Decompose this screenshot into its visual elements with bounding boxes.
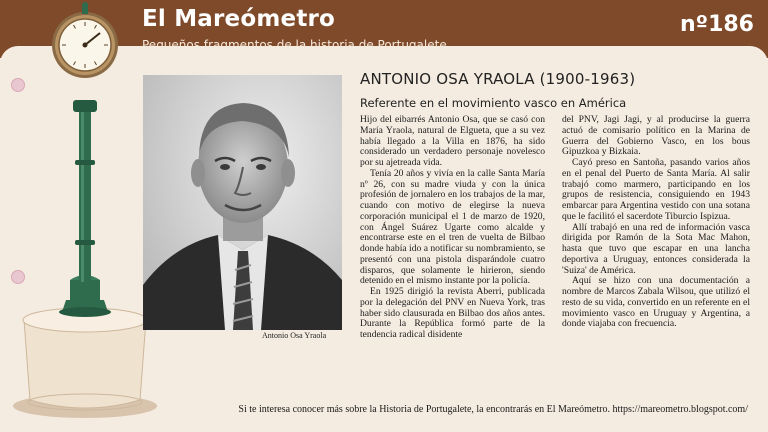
paragraph: Cayó preso en Santoña, pasando varios años en el penal del Puerto de Santa María. Al salir trabajó como marmero, participando en los grupos de resistencia, consiguiendo en 1943 embarcar para Argentina vestido con una sotana que le facilitó el sacerdote Tiburcio Ispizua.	[562, 157, 750, 222]
paragraph: Allí trabajó en una red de información vasca dirigida por Ramón de la Sota Mac Mahon, hasta que tuvo que escapar en una lancha deportiva a Uruguay, entonces considerada la 'Suiza' de América.	[562, 221, 750, 276]
paragraph: del PNV, Jagi Jagi, y al producirse la guerra actuó de comisario político en la Marina de Guerra del Gobierno Vasco, en los bous Gipuzkoa y Bizkaia.	[562, 114, 750, 158]
article-title: ANTONIO OSA YRAOLA (1900-1963)	[360, 70, 636, 88]
paragraph: Tenía 20 años y vivía en la calle Santa María nº 26, con su madre viuda y con la única profesión de jornalero en los trabajos de la mar, cuando con motivo de elegirse la nueva corporación municipal el 1 de marzo de 1920, con Ángel Suárez Ugarte como alcalde y encontrarse este en el tren de vuelta de Bilbao donde había ido a notificar su nombramiento, se presentó con una pistola disparándole cuatro disparos, que solamente le hirieron, siendo detenido en el mismo instante por la policía.	[360, 167, 545, 287]
brand-subtitle: Pequeños fragmentos de la historia de Portugalete	[142, 38, 447, 52]
portrait-image-icon	[143, 75, 342, 330]
paragraph: En 1925 dirigió la revista Aberri, publicada por la delegación del PNV en Nueva York, tras haber sido clausurada en Bilbao dos años antes. Durante la República formó parte de la tendencia radical disidente	[360, 286, 545, 340]
paragraph: Hijo del eibarrés Antonio Osa, que se casó con María Yraola, natural de Elgueta, que a su vez había llegado a la Villa en 1876, ha sido considerado un verdadero personaje novelesco por su ajetreada vida.	[360, 114, 545, 168]
article-subtitle: Referente en el movimiento vasco en América	[360, 96, 627, 110]
brand-title: El Mareómetro	[142, 6, 336, 32]
paragraph: Aquí se hizo con una documentación a nombre de Marcos Zabala Wilsou, que utilizó el resto de su vida, convertido en un referente en el movimiento vasco en Uruguay y Argentina, a donde viajaba con frecuencia.	[562, 275, 750, 330]
issue-number: nº186	[680, 12, 754, 37]
portrait-photo	[143, 75, 342, 330]
photo-caption: Antonio Osa Yraola	[262, 331, 327, 340]
article-column-1	[360, 115, 545, 341]
article-column-2	[562, 115, 750, 330]
footer-note: Si te interesa conocer más sobre la Historia de Portugalete, la encontrarás en El Mareómetro. https://mareometro.blogspot.com/	[238, 404, 748, 415]
